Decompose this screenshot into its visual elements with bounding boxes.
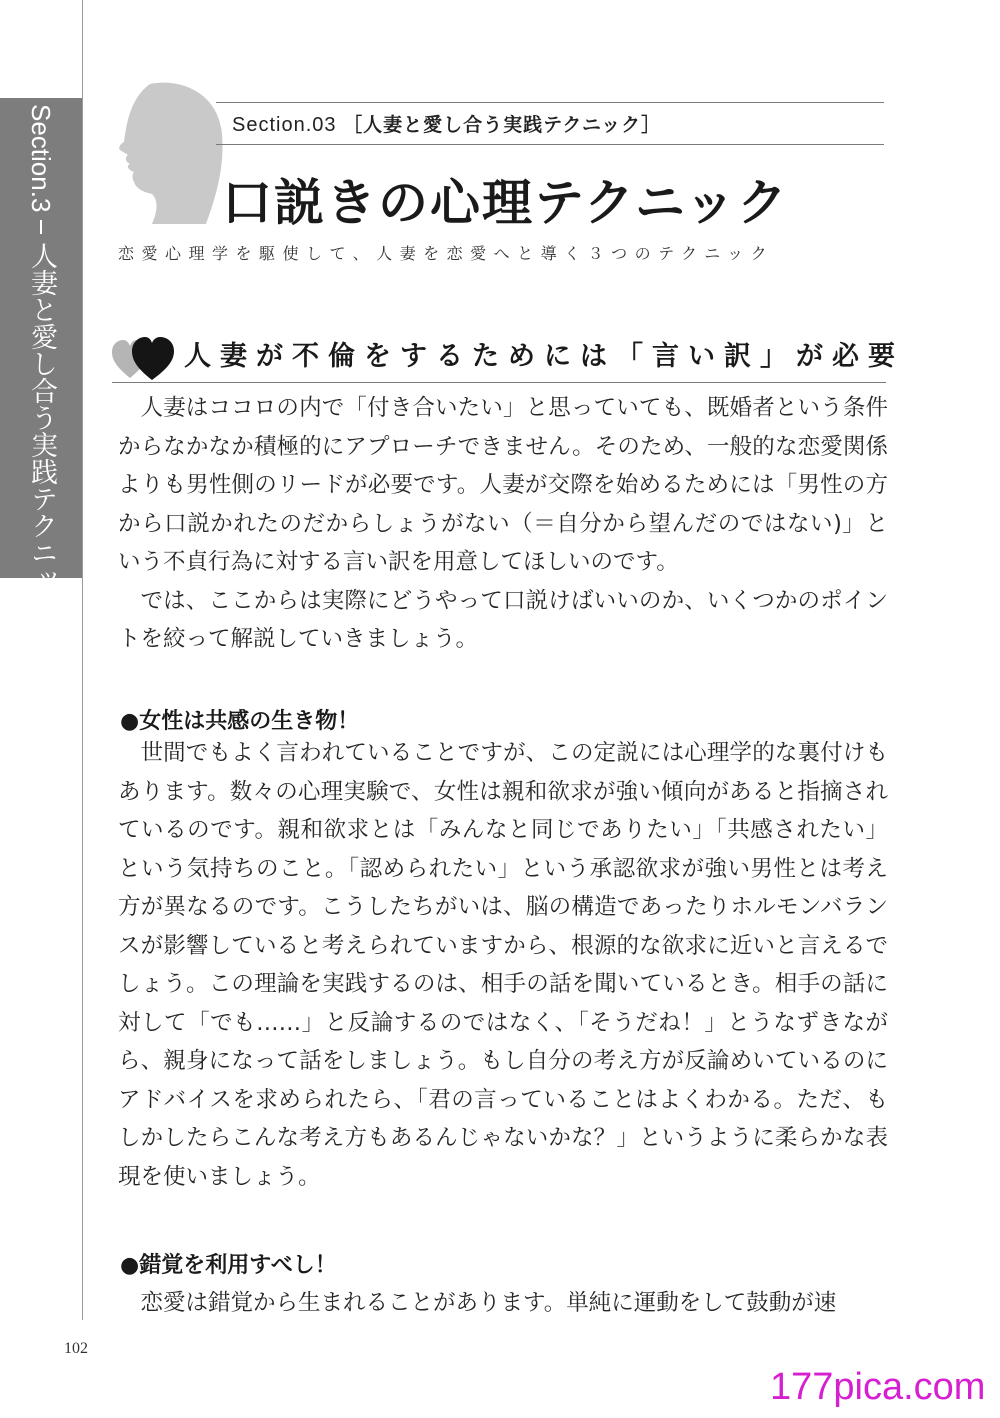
section-title: ［人妻と愛し合う実践テクニック］ [343, 114, 662, 136]
subheading-illusion: ●錯覚を利用すべし！ [120, 1253, 337, 1278]
intro-text [118, 389, 888, 659]
page-title: 口説きの心理テクニック [222, 174, 789, 232]
side-tab-section: Section.3 [26, 104, 56, 213]
header-rule-bottom [216, 144, 884, 145]
margin-rule [82, 0, 83, 1320]
empathy-text [118, 734, 888, 1196]
heading-excuse: 人妻が不倫をするためには「言い訳」が必要 [184, 341, 904, 372]
subheading-empathy: ●女性は共感の生き物！ [120, 709, 360, 734]
section-label [232, 110, 661, 137]
intro-paragraph-1: 人妻はココロの内で「付き合いたい」と思っていても、既婚者という条件からなかなか積極的にアプローチできません。そのため、一般的な恋愛関係よりも男性側のリードが必要です。人妻が交際を始めるためには「男性の方から口説かれたのだからしょうがない（＝自分から望んだのではない)」という不貞行為に対する言い訳を用意してほしいのです。 [118, 395, 888, 575]
page-number: 102 [64, 1340, 88, 1357]
side-tab-title: 人妻と愛し合う実践テクニック [26, 242, 57, 621]
side-tab-text [24, 104, 58, 620]
page-subtitle: 恋愛心理学を駆使して、人妻を恋愛へと導く３つのテクニック [118, 244, 775, 263]
watermark: 177pica.com [770, 1366, 986, 1408]
side-tab-divider [40, 220, 42, 234]
header-rule-top [216, 102, 884, 103]
illusion-paragraph: 恋愛は錯覚から生まれることがあります。単純に運動をして鼓動が速 [140, 1290, 837, 1316]
section-number: Section.03 [232, 114, 337, 136]
heading-rule [112, 382, 886, 383]
woman-silhouette-icon [98, 78, 226, 226]
hearts-icon [112, 336, 174, 382]
intro-paragraph-2: では、ここからは実際にどうやって口説けばいいのか、いくつかのポイントを絞って解説していきましょう。 [118, 587, 888, 652]
empathy-paragraph: 世間でもよく言われていることですが、この定説には心理学的な裏付けもあります。数々の心理実験で、女性は親和欲求が強い傾向があると指摘されているのです。親和欲求とは「みんなと同じでありたい」「共感されたい」という気持ちのこと。「認められたい」という承認欲求が強い男性とは考え方が異なるのです。こうしたちがいは、脳の構造であったりホルモンバランスが影響していると考えられていますから、根源的な欲求に近いと言えるでしょう。この理論を実践するのは、相手の話を聞いているとき。相手の話に対して「でも……」と反論するのではなく、「そうだね！」とうなずきながら、親身になって話をしましょう。もし自分の考え方が反論めいているのにアドバイスを求められたら、「君の言っていることはよくわかる。ただ、もしかしたらこんな考え方もあるんじゃないかな？」というように柔らかな表現を使いましょう。 [118, 740, 888, 1190]
illusion-text [118, 1284, 888, 1323]
